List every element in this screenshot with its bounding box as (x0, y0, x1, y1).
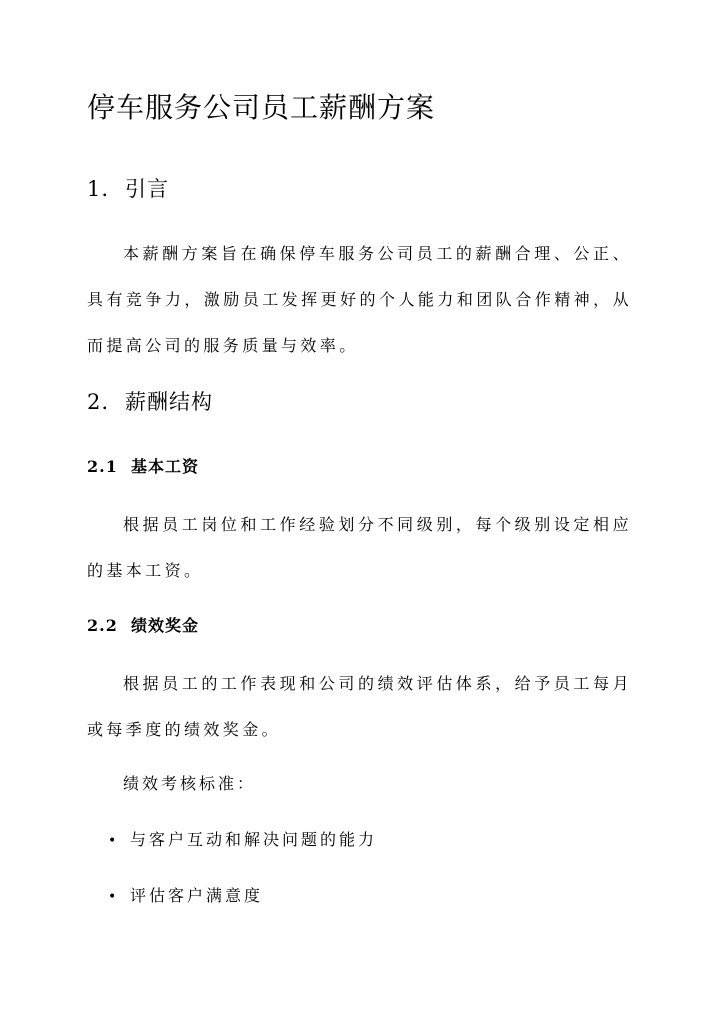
subsection-heading-text: 基本工资 (131, 457, 200, 476)
performance-bonus-paragraph: 根据员工的工作表现和公司的绩效评估体系，给予员工每月或每季度的绩效奖金。 (87, 674, 632, 739)
section-heading-salary-structure (87, 387, 213, 417)
bullet-icon: • (108, 889, 117, 905)
document-title: 停车服务公司员工薪酬方案 (87, 91, 436, 124)
section-number: 1. (87, 177, 110, 201)
criteria-list-item (108, 884, 263, 909)
section-number: 2. (87, 390, 110, 414)
section-heading-text: 引言 (125, 177, 169, 201)
section-heading-text: 薪酬结构 (125, 390, 213, 414)
subsection-number: 2.2 (87, 616, 118, 635)
section-heading-introduction (87, 174, 169, 204)
criteria-label: 绩效考核标准： (123, 774, 257, 793)
criteria-text: 评估客户满意度 (130, 886, 264, 905)
subsection-heading-text: 绩效奖金 (131, 616, 200, 635)
introduction-paragraph: 本薪酬方案旨在确保停车服务公司员工的薪酬合理、公正、具有竞争力，激励员工发挥更好的个人能力和团队合作精神，从而提高公司的服务质量与效率。 (87, 244, 632, 355)
subsection-heading-performance-bonus (87, 614, 199, 638)
subsection-number: 2.1 (87, 457, 118, 476)
bullet-icon: • (108, 833, 117, 849)
subsection-heading-base-salary (87, 455, 199, 479)
criteria-list-item (108, 828, 377, 853)
criteria-text: 与客户互动和解决问题的能力 (130, 830, 378, 849)
base-salary-paragraph: 根据员工岗位和工作经验划分不同级别，每个级别设定相应的基本工资。 (87, 515, 632, 580)
